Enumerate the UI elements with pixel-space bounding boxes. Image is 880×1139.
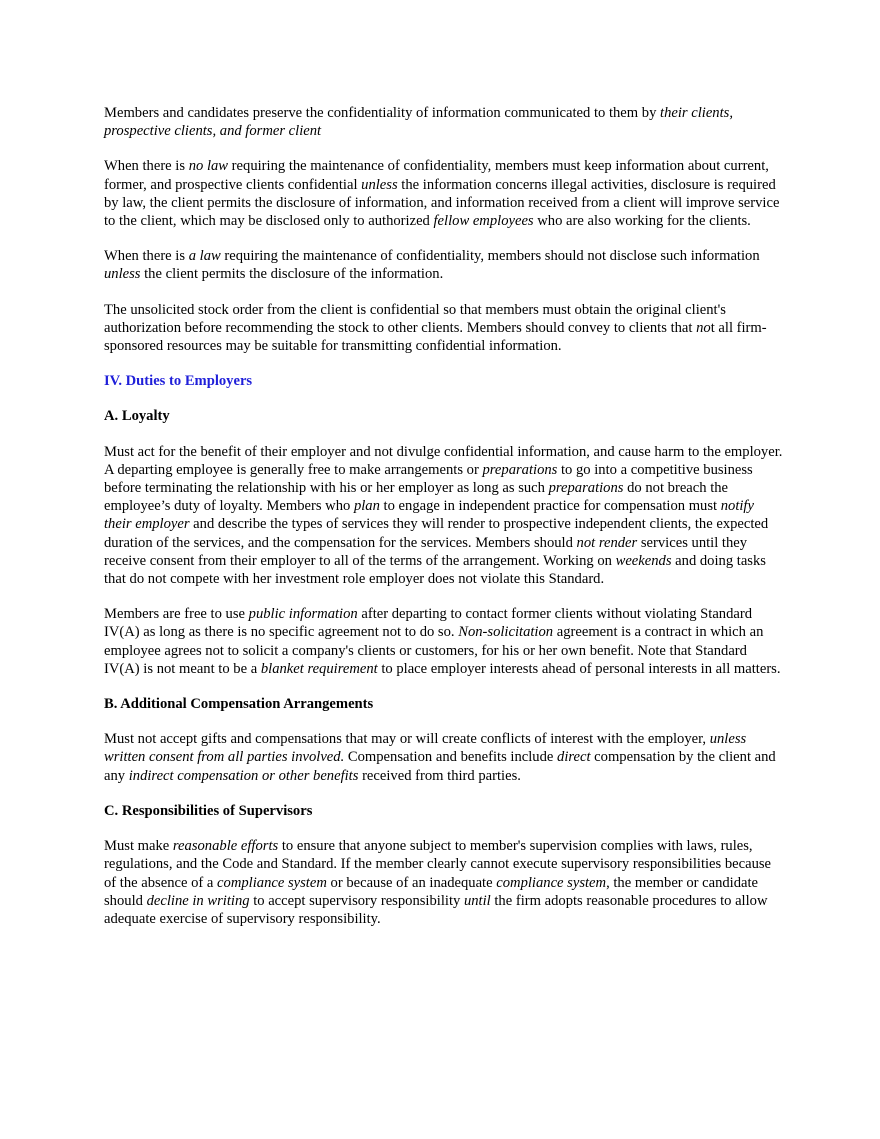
paragraph [104,247,784,283]
emphasis-text: public information [248,606,358,623]
emphasis-text: reasonable efforts [172,838,279,855]
text-run: When there is [104,248,189,265]
text-run: to accept supervisory responsibility [249,892,464,909]
text-run: who are also working for the clients. [533,213,751,230]
text-run: Must not accept gifts and compensations that may or will create conflicts of interest with the employer, [104,731,710,748]
emphasis-text: not render [576,534,638,551]
text-run: to go into a competitive business before terminating the relationship with his or her employer as long as such [104,461,753,497]
text-run: do not breach the employee’s duty of loyalty. Members who [104,480,729,515]
emphasis-text: notify their employer [104,498,754,533]
emphasis-text: no law [188,158,229,175]
text-run: to engage in independent practice for compensation must [379,498,721,515]
text-run: services until they receive consent from their employer to all of the terms of the arrangement. Working on [104,534,748,569]
subheading-loyalty: A. Loyalty [104,408,170,425]
text-run: When there is [104,158,189,175]
document-page [104,104,784,945]
paragraph [104,104,784,140]
paragraph [104,443,784,589]
emphasis-text: preparations [548,480,624,497]
paragraph [104,730,784,785]
text-run: agreement is a contract in which an employee agrees not to solicit a company's clients or customers, for his or her own benefit. Note that Standard IV(A) is not meant to be a [104,624,764,677]
paragraph [104,157,784,230]
text-run: after departing to contact former clients without violating Standard IV(A) as long as there is no specific agreement not to do so. [104,606,753,641]
text-run: the information concerns illegal activities, disclosure is required by law, the client permits the disclosure of information, and information received from a client will improve service to the client, which may be disclosed only to authorized [104,176,780,230]
text-run: The unsolicited stock order from the client is confidential so that members must obtain the original client's authorization before recommending the stock to other clients. Members should convey to clients that [104,301,726,336]
text-run: or because of an inadequate [326,874,497,891]
paragraph [104,301,784,356]
text-run: requiring the maintenance of confidentiality, members must keep information about current, former, and prospective clients confidential [104,158,769,193]
supervisors-block [104,837,784,928]
loyalty-block [104,443,784,678]
paragraph [104,837,784,928]
emphasis-text: a law [188,248,221,265]
emphasis-text: Non-solicitation [458,624,554,641]
emphasis-text: plan [353,498,380,515]
text-run: compensation by the client and any [104,749,776,784]
subheading-supervisors: C. Responsibilities of Supervisors [104,802,313,819]
text-run: and describe the types of services they will render to prospective independent clients, the expected duration of the services, and the compensation for the services. Members should [104,516,769,551]
emphasis-text: their clients, prospective clients, and former client [104,105,733,140]
section-heading-duties-to-employers: IV. Duties to Employers [104,373,253,390]
emphasis-text: no [696,319,711,336]
emphasis-text: blanket requirement [260,660,378,677]
emphasis-text: fellow employees [433,213,534,230]
emphasis-text: direct [557,749,591,766]
text-run: received from third parties. [358,767,521,784]
text-run: , the member or candidate should [104,874,759,909]
paragraph [104,605,784,678]
text-run: Must act for the benefit of their employer and not divulge confidential information, and cause harm to the employer. A departing employee is generally free to make arrangements or [104,443,783,478]
emphasis-text: compliance system [217,874,327,891]
text-run: Compensation and benefits include [344,749,558,766]
emphasis-text: preparations [482,461,558,478]
emphasis-text: weekends [615,552,672,569]
emphasis-text: indirect compensation or other benefits [128,767,359,784]
emphasis-text: unless [104,266,141,283]
text-run: requiring the maintenance of confidentiality, members should not disclose such information [220,248,760,265]
emphasis-text: compliance system [496,874,607,891]
text-run: Members are free to use [104,606,249,623]
text-run: the firm adopts reasonable procedures to allow adequate exercise of supervisory responsibility. [104,892,768,927]
text-run: the client permits the disclosure of the information. [140,266,444,283]
text-run: t all firm-sponsored resources may be suitable for transmitting confidential information. [104,319,767,355]
text-run: Members and candidates preserve the confidentiality of information communicated to them by [104,105,661,121]
compensation-block [104,730,784,785]
emphasis-text: unless [361,176,398,193]
emphasis-text: decline in writing [146,892,250,909]
intro-block [104,104,784,355]
text-run: Must make [104,838,173,855]
text-run: to ensure that anyone subject to member's supervision complies with laws, rules, regulations, and the Code and Standard. If the member clearly cannot execute supervisory responsibilities because of the absence of a [104,838,772,891]
text-run: to place employer interests ahead of personal interests in all matters. [377,660,781,677]
text-run: and doing tasks that do not compete with her investment role employer does not violate this Standard. [104,552,766,588]
emphasis-text: until [463,892,491,909]
subheading-additional-compensation: B. Additional Compensation Arrangements [104,696,374,713]
emphasis-text: unless written consent from all parties involved. [104,731,747,766]
